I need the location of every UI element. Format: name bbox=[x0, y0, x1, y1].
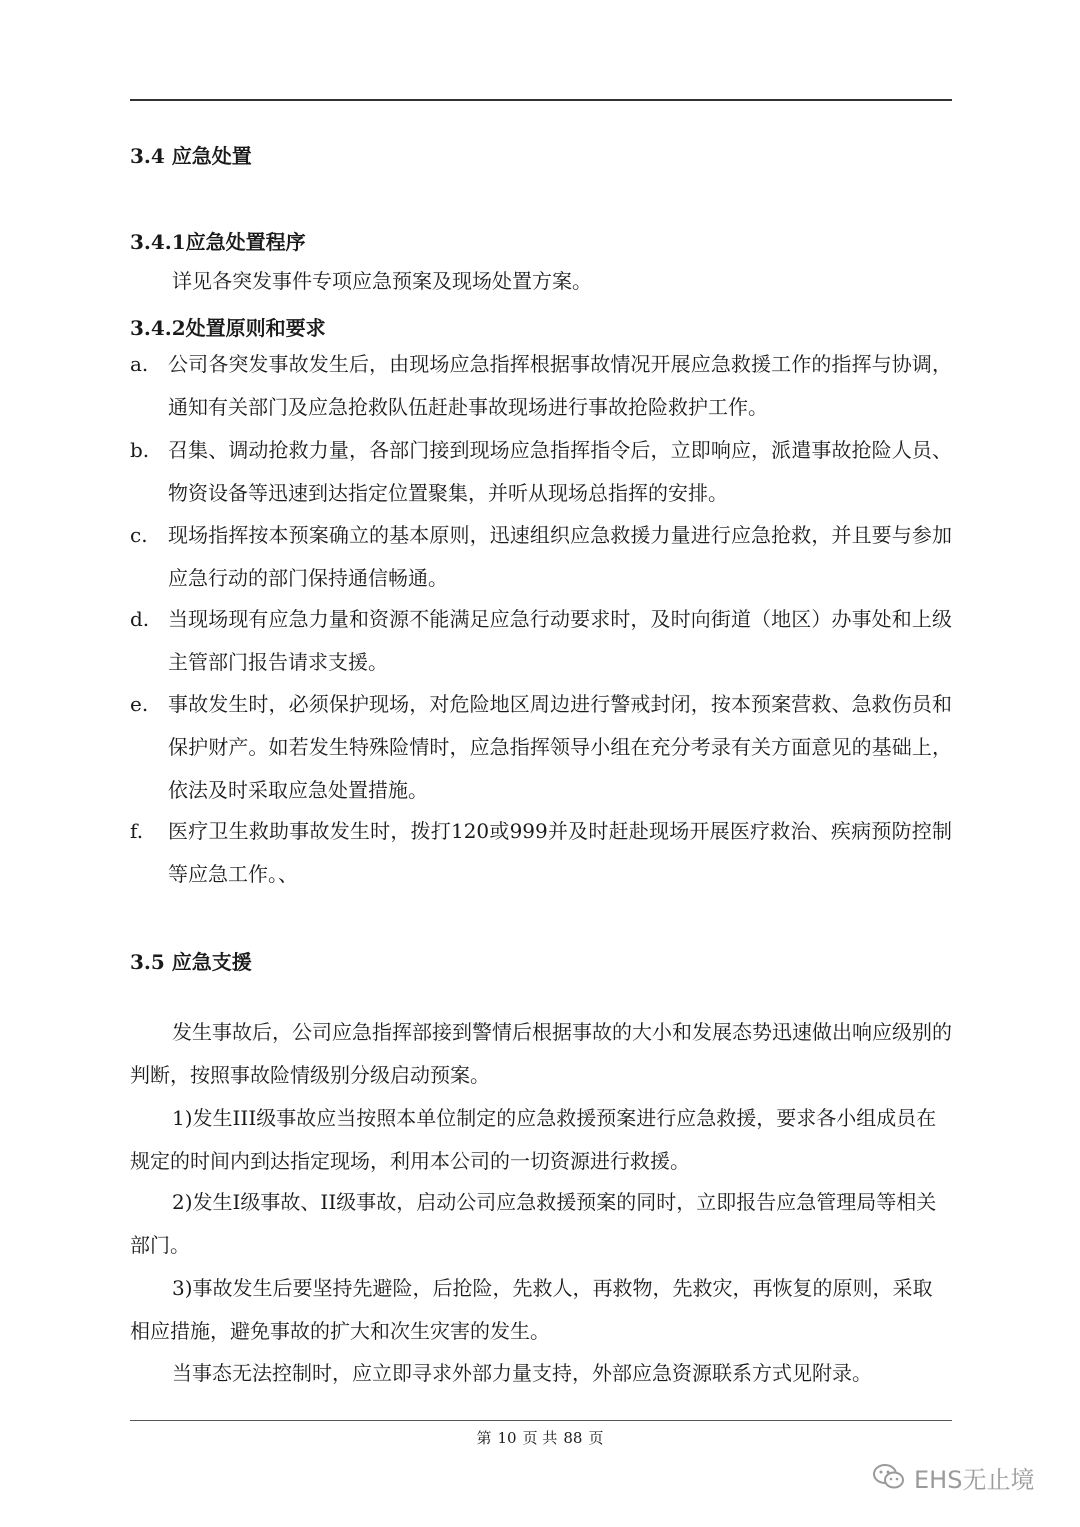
list-marker: e. bbox=[130, 692, 149, 716]
list-marker: a. bbox=[130, 352, 149, 376]
page-number bbox=[0, 1427, 1080, 1448]
section-3-4-2-heading: 3.4.2处置原则和要求 bbox=[130, 316, 326, 340]
total-pages: 88 bbox=[563, 1429, 583, 1447]
support-paragraph: 1)发生III级事故应当按照本单位制定的应急救援预案进行应急救援，要求各小组成员在规定的时间内到达指定现场，利用本公司的一切资源进行救援。 bbox=[130, 1106, 937, 1173]
footer-rule bbox=[130, 1420, 952, 1421]
list-item-text: 医疗卫生救助事故发生时，拨打120或999并及时赶赴现场开展医疗救治、疾病预防控制等应急工作。、 bbox=[168, 819, 952, 886]
support-paragraph: 2)发生I级事故、II级事故，启动公司应急救援预案的同时，立即报告应急管理局等相关部门。 bbox=[130, 1190, 937, 1257]
section-3-4-1-text: 详见各突发事件专项应急预案及现场处置方案。 bbox=[172, 269, 592, 293]
support-paragraph: 3)事故发生后要坚持先避险，后抢险，先救人，再救物，先救灾，再恢复的原则，采取相应措施，避免事故的扩大和次生灾害的发生。 bbox=[130, 1276, 933, 1343]
wechat-icon bbox=[872, 1462, 906, 1492]
list-marker: b. bbox=[130, 438, 150, 462]
list-marker: f. bbox=[130, 819, 144, 843]
list-item-text: 事故发生时，必须保护现场，对危险地区周边进行警戒封闭，按本预案营救、急救伤员和保护财产。如若发生特殊险情时，应急指挥领导小组在充分考录有关方面意见的基础上，依法及时采取应急处置措施。 bbox=[168, 692, 952, 802]
watermark-text: EHS无止境 bbox=[914, 1465, 1035, 1494]
support-paragraph: 发生事故后，公司应急指挥部接到警情后根据事故的大小和发展态势迅速做出响应级别的判断，按照事故险情级别分级启动预案。 bbox=[130, 1020, 952, 1087]
page-prefix: 第 bbox=[476, 1429, 492, 1447]
current-page: 10 bbox=[497, 1429, 517, 1447]
watermark bbox=[872, 1460, 1034, 1494]
list-item-text: 公司各突发事故发生后，由现场应急指挥根据事故情况开展应急救援工作的指挥与协调，通知有关部门及应急抢救队伍赶赴事故现场进行事故抢险救护工作。 bbox=[168, 352, 952, 419]
page-suffix: 页 bbox=[588, 1429, 604, 1447]
support-paragraph: 当事态无法控制时，应立即寻求外部力量支持，外部应急资源联系方式见附录。 bbox=[172, 1361, 872, 1385]
list-item-text: 现场指挥按本预案确立的基本原则，迅速组织应急救援力量进行应急抢救，并且要与参加应急行动的部门保持通信畅通。 bbox=[168, 523, 952, 590]
section-3-4-heading: 3.4 应急处置 bbox=[130, 144, 252, 168]
list-item-text: 召集、调动抢救力量，各部门接到现场应急指挥指令后，立即响应，派遣事故抢险人员、物资设备等迅速到达指定位置聚集，并听从现场总指挥的安排。 bbox=[168, 438, 952, 505]
section-3-4-1-heading: 3.4.1应急处置程序 bbox=[130, 230, 306, 254]
list-marker: c. bbox=[130, 523, 148, 547]
header-rule bbox=[130, 99, 952, 101]
section-3-5-heading: 3.5 应急支援 bbox=[130, 950, 252, 974]
list-item-text: 当现场现有应急力量和资源不能满足应急行动要求时，及时向街道（地区）办事处和上级主管部门报告请求支援。 bbox=[168, 607, 952, 674]
page-mid: 页 共 bbox=[522, 1429, 558, 1447]
list-marker: d. bbox=[130, 607, 150, 631]
